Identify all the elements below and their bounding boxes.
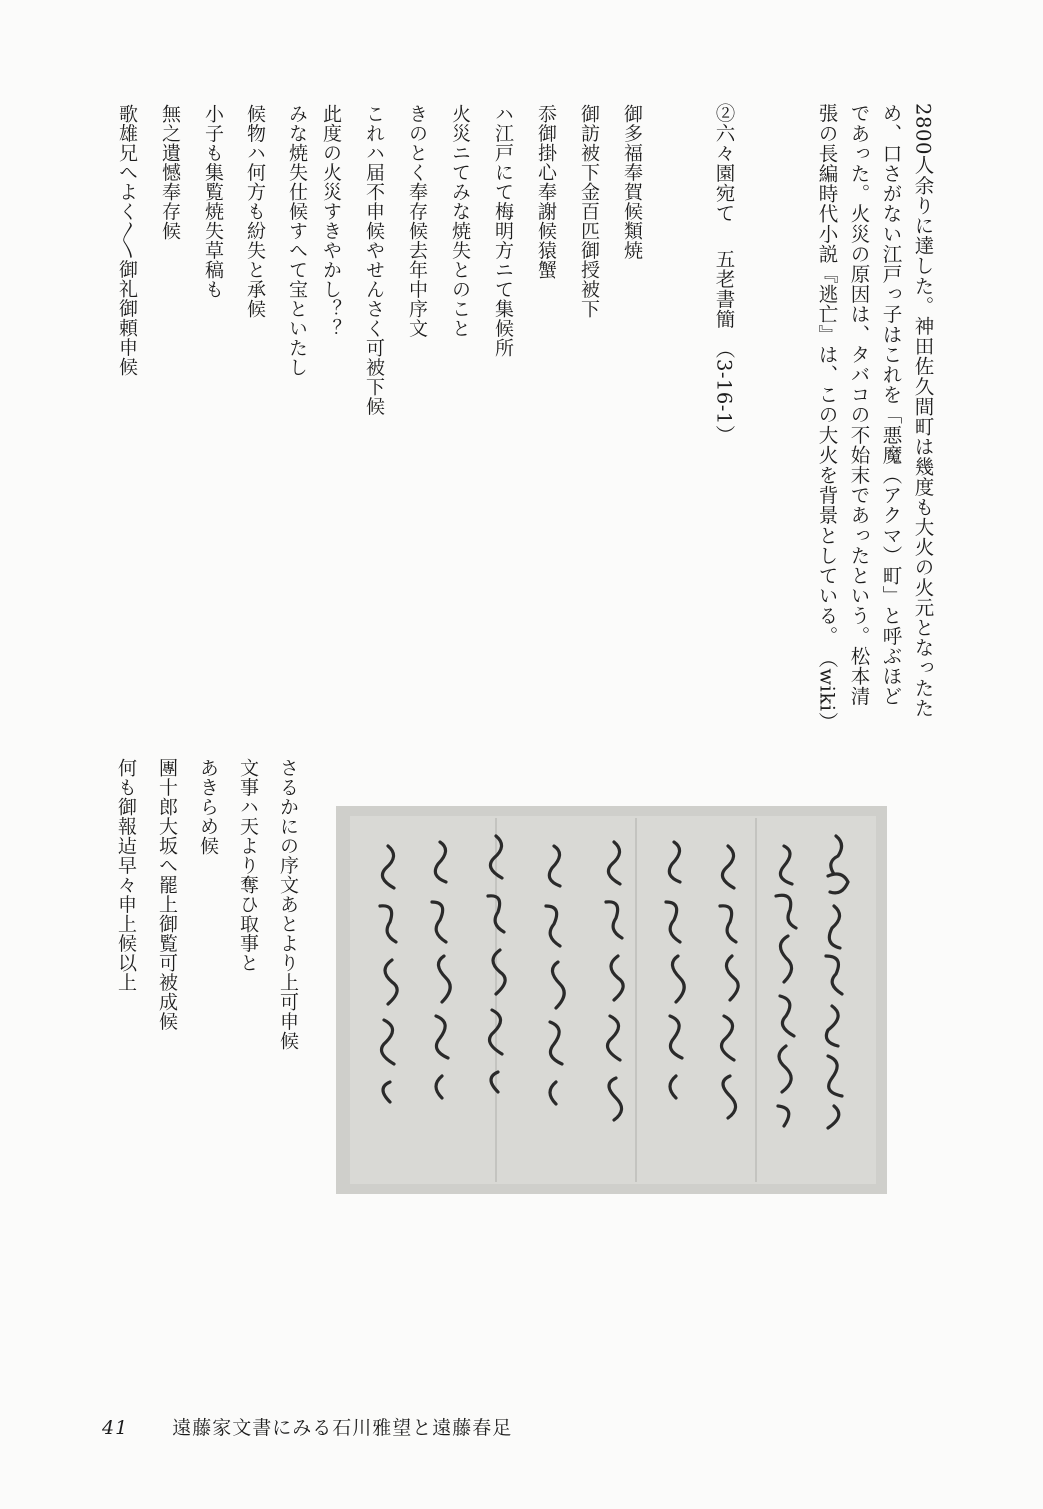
prose-line-2: め、口さがない江戸っ子はこれを「悪魔（アクマ）町」と呼ぶほど xyxy=(879,103,903,706)
page-number: 41 xyxy=(102,1417,129,1439)
transcription-line: みな焼失仕候すへて宝といたし xyxy=(286,104,308,377)
transcription-line: さるかにの序文あとより上可申候 xyxy=(277,758,299,1051)
heading-reference: （3-16-1） xyxy=(712,339,736,445)
handwriting-image xyxy=(336,806,887,1194)
letter-photograph xyxy=(336,806,887,1194)
transcription-line: 火災ニてみな焼失とのこと xyxy=(449,104,471,338)
transcription-line: ハ江戸にて梅明方ニて集候所 xyxy=(492,104,514,358)
transcription-line: 無之遺憾奉存候 xyxy=(159,104,181,241)
wiki-citation: （wiki） xyxy=(815,657,839,732)
transcription-line: きのとく奉存候去年中序文 xyxy=(406,104,428,338)
transcription-line: 御訪被下金百匹御授被下 xyxy=(578,104,600,319)
transcription-line: これハ届不申候やせんさく可被下候 xyxy=(363,104,385,416)
transcription-line: 何も御報迠早々申上候以上 xyxy=(115,758,137,992)
heading-sender: 五老書簡 xyxy=(712,249,736,329)
transcription-line: 歌雄兄へよく〳〵御礼御頼申候 xyxy=(116,104,138,377)
transcription-line: 文事ハ天より奪ひ取事と xyxy=(237,758,259,973)
transcription-line: 御多福奉賀候類焼 xyxy=(621,104,643,260)
transcription-line: 團十郎大坂へ罷上御覧可被成候 xyxy=(156,758,178,1031)
transcription-line: 候物ハ何方も紛失と承候 xyxy=(244,104,266,319)
transcription-line: 忝御掛心奉謝候猿蟹 xyxy=(535,104,557,280)
transcription-line: 此度の火災すきやかし？？ xyxy=(320,104,342,338)
prose-line-3: であった。火災の原因は、タバコの不始末であったという。松本清 xyxy=(847,103,871,706)
heading-title: ②六々園宛て xyxy=(712,103,736,223)
page-footer xyxy=(102,1413,512,1440)
book-title: 遠藤家文書にみる石川雅望と遠藤春足 xyxy=(172,1417,513,1439)
transcription-line: 小子も集覧焼失草稿も xyxy=(202,104,224,299)
prose-line-1: 2800人余りに達した。神田佐久間町は幾度も大火の火元となったた xyxy=(911,103,935,718)
prose-line-4 xyxy=(817,103,837,732)
transcription-line: あきらめ候 xyxy=(197,758,219,856)
prose-line-4-text: 張の長編時代小説『逃亡』は、この大火を背景としている。 xyxy=(815,103,839,646)
section-heading xyxy=(714,103,734,445)
